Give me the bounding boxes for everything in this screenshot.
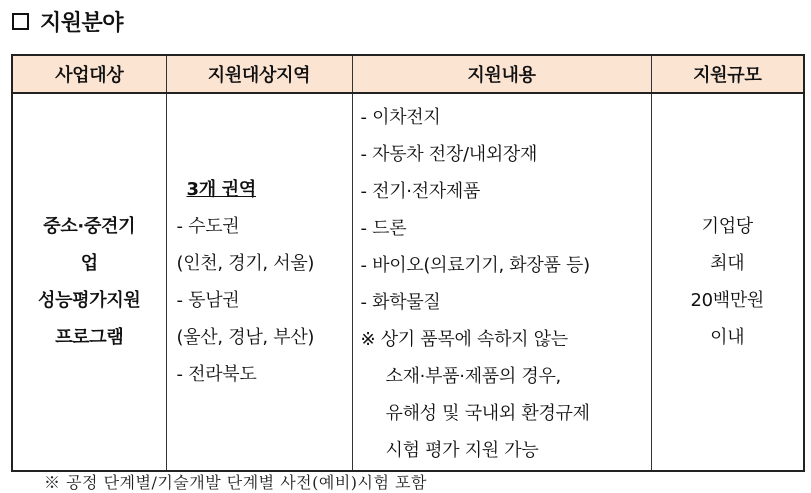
region-line: (인천, 경기, 서울)	[176, 253, 315, 274]
scale-cell	[651, 93, 804, 471]
content-item: - 드론	[360, 218, 407, 239]
section-title: 지원분야	[40, 10, 124, 36]
support-table	[11, 54, 805, 472]
target-line: 성능평가지원	[37, 290, 141, 311]
content-item: - 자동차 전장/내외장재	[360, 144, 538, 165]
scale-line: 최대	[710, 253, 745, 274]
header-row	[12, 55, 804, 93]
target-line: 중소·중견기	[43, 216, 136, 237]
header-region: 지원대상지역	[166, 55, 352, 93]
region-line: (울산, 경남, 부산)	[176, 327, 315, 348]
target-line: 업	[80, 253, 98, 274]
content-note-line: 시험 평가 지원 가능	[385, 440, 539, 461]
scale-line: 기업당	[701, 216, 753, 237]
content-item: - 화학물질	[360, 292, 441, 313]
region-cell	[166, 93, 352, 471]
scale-line: 이내	[710, 327, 745, 348]
region-line: - 동남권	[176, 290, 240, 311]
content-item: - 전기·전자제품	[360, 181, 481, 202]
content-cell	[352, 93, 651, 471]
content-note-line: 유해성 및 국내외 환경규제	[385, 403, 590, 424]
content-item: - 이차전지	[360, 107, 441, 128]
content-item: - 바이오(의료기기, 화장품 등)	[360, 255, 590, 276]
footnote: ※ 공정 단계별/기술개발 단계별 사전(예비)시험 포함	[44, 473, 427, 492]
target-cell	[12, 93, 166, 471]
region-title: 3개 권역	[186, 179, 256, 200]
content-note-line: 소재·부품·제품의 경우,	[385, 366, 561, 387]
target-line: 프로그램	[55, 327, 124, 348]
content-note: ※ 상기 품목에 속하지 않는	[360, 329, 568, 350]
header-content: 지원내용	[352, 55, 651, 93]
header-scale: 지원규모	[651, 55, 804, 93]
region-line: - 수도권	[176, 216, 240, 237]
region-line: - 전라북도	[176, 364, 257, 385]
table-row	[12, 93, 804, 471]
header-target: 사업대상	[12, 55, 166, 93]
section-heading	[12, 6, 123, 36]
scale-line: 20백만원	[690, 290, 765, 311]
checkbox-icon	[12, 13, 29, 30]
